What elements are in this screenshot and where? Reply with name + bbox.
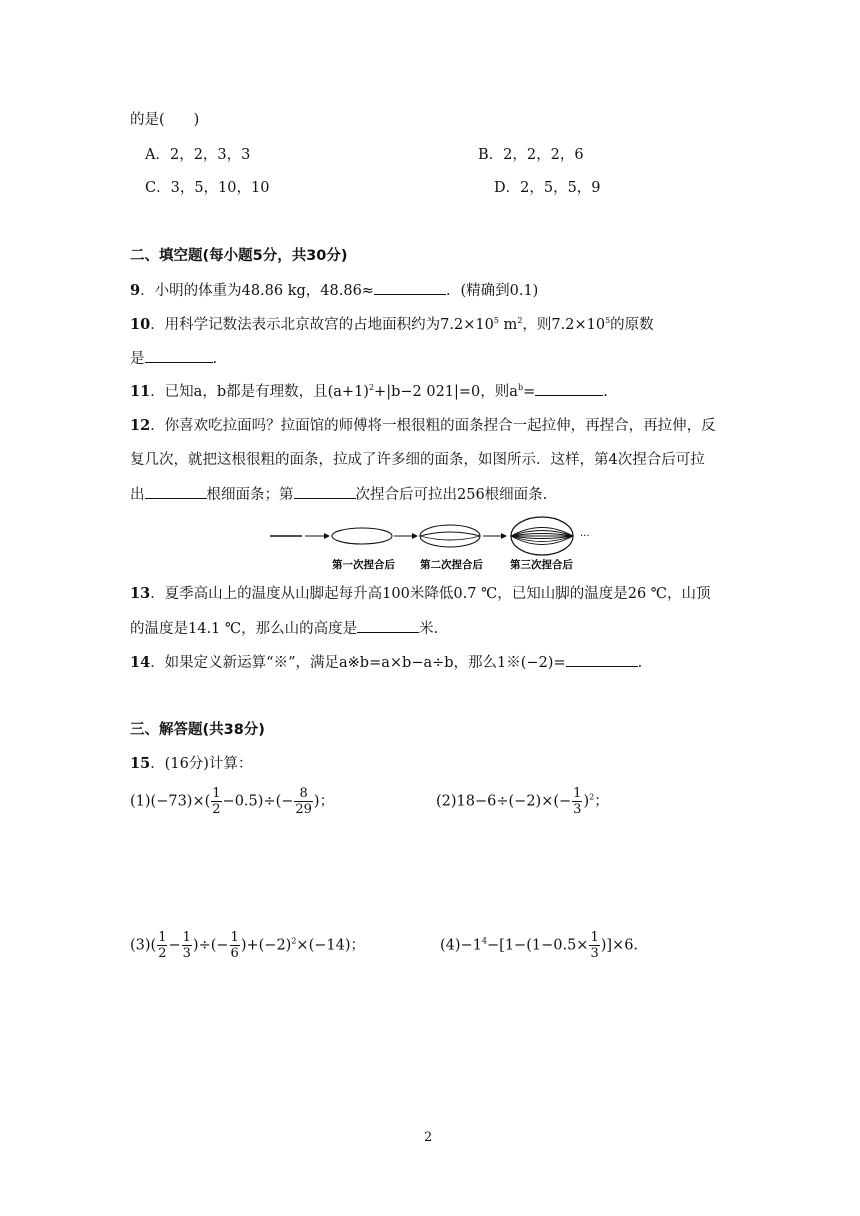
fraction — [589, 930, 599, 961]
q15-part4 — [440, 930, 638, 961]
question-text: m — [498, 317, 518, 333]
question-15-intro — [130, 754, 252, 774]
q15-part3 — [130, 930, 365, 961]
math-text: ； — [594, 793, 609, 810]
question-text: ．已知a，b都是有理数，且(a+1) — [150, 384, 369, 400]
math-text: (4)−1 — [440, 937, 482, 954]
fraction — [572, 786, 582, 817]
question-number: 12 — [130, 417, 151, 434]
numerator: 1 — [230, 930, 239, 945]
figure-label-first: 第一次捏合后 — [332, 559, 395, 571]
superscript: b — [517, 383, 524, 392]
superscript: 5 — [493, 316, 499, 325]
math-text: − — [168, 937, 181, 954]
question-text: 的温度是14.1 ℃，那么山的高度是 — [130, 621, 358, 637]
numerator: 8 — [294, 786, 313, 802]
math-text: (1)(−73)×( — [130, 793, 211, 810]
q8-option-a: A．2，2，3，3 — [145, 147, 251, 163]
fraction — [294, 786, 313, 817]
figure-label-third: 第三次捏合后 — [510, 559, 573, 571]
question-number: 15 — [130, 755, 151, 772]
arrow-head-icon — [412, 533, 418, 539]
fraction — [230, 930, 240, 961]
denominator: 3 — [182, 946, 191, 961]
question-13-line2 — [130, 618, 438, 639]
question-12-line2: 复几次，就把这根很粗的面条，拉成了许多细的面条，如图所示．这样，第4次捏合后可拉 — [130, 452, 705, 468]
noodle-folding-figure — [268, 510, 628, 572]
page-number: 2 — [424, 1130, 433, 1145]
q15-part2 — [436, 786, 609, 817]
fraction — [182, 930, 192, 961]
section2-heading: 二、填空题(每小题5分，共30分) — [130, 248, 348, 264]
answer-blank — [566, 652, 638, 667]
figure-ellipsis: ··· — [580, 531, 590, 542]
numerator: 1 — [182, 930, 191, 945]
question-text: ．用科学记数法表示北京故宫的占地面积约为7.2×10 — [150, 317, 494, 333]
denominator: 3 — [573, 802, 582, 817]
answer-blank — [374, 280, 446, 295]
answer-blank — [357, 618, 419, 633]
answer-blank — [294, 484, 356, 499]
superscript: 5 — [605, 316, 611, 325]
math-text: −0.5)÷(− — [222, 793, 294, 810]
denominator: 2 — [158, 946, 167, 961]
question-text: ．小明的体重为48.86 kg，48.86≈ — [140, 283, 374, 299]
q8-option-c: C．3，5，10，10 — [145, 180, 270, 196]
arrow-head-icon — [324, 533, 330, 539]
question-12-line1 — [130, 416, 716, 436]
denominator: 6 — [230, 946, 239, 961]
answer-blank — [145, 348, 213, 363]
question-text: ．如果定义新运算“※”，满足a※b=a×b−a÷b，那么1※(−2)= — [150, 655, 566, 671]
question-12-line3 — [130, 484, 547, 505]
third-fold-shape — [511, 517, 573, 555]
q8-option-d: D．2，5，5，9 — [494, 180, 601, 196]
numerator: 1 — [573, 786, 582, 801]
question-text: 出 — [130, 487, 145, 503]
math-text: (3)( — [130, 937, 157, 954]
question-text: 米. — [419, 621, 439, 637]
answer-blank — [145, 484, 207, 499]
question-text: ．(16分)计算： — [150, 756, 253, 772]
second-fold-shape — [420, 525, 480, 547]
question-10-line1 — [130, 315, 654, 335]
superscript: 2 — [368, 383, 375, 392]
q8-option-b: B．2，2，2，6 — [478, 147, 584, 163]
question-number: 13 — [130, 585, 151, 602]
question-number: 11 — [130, 383, 151, 400]
question-text: ．夏季高山上的温度从山脚起每升高100米降低0.7 ℃，已知山脚的温度是26 ℃，山顶 — [150, 586, 711, 602]
denominator: 3 — [590, 946, 599, 961]
question-text: . — [603, 384, 608, 400]
q15-part1 — [130, 786, 334, 817]
math-text: −[1−(1−0.5× — [487, 937, 589, 954]
numerator: 1 — [590, 930, 599, 945]
question-text: ．你喜欢吃拉面吗？拉面馆的师傅将一根很粗的面条捏合一起拉伸，再捏合，再拉伸，反 — [150, 418, 716, 434]
superscript: 2 — [589, 792, 595, 802]
question-13-line1 — [130, 584, 711, 604]
math-text: )； — [313, 793, 335, 810]
fraction — [157, 930, 167, 961]
question-text: = — [523, 384, 536, 400]
denominator: 29 — [295, 802, 312, 817]
math-text: ) — [583, 793, 590, 810]
arrow-head-icon — [501, 533, 507, 539]
question-number: 14 — [130, 654, 151, 671]
question-text: 根细面条；第 — [206, 487, 294, 503]
superscript: 4 — [481, 936, 488, 946]
section3-heading: 三、解答题(共38分) — [130, 722, 265, 738]
question-9 — [130, 280, 538, 301]
question-text: ，则7.2×10 — [522, 317, 606, 333]
q8-stem-tail: 的是( ) — [130, 112, 200, 128]
question-text: 的原数 — [610, 317, 654, 333]
first-fold-shape — [332, 528, 392, 544]
question-14 — [130, 652, 642, 673]
math-text: ×(−14)； — [296, 937, 365, 954]
question-text: 次捏合后可拉出256根细面条. — [355, 487, 548, 503]
math-text: )÷(− — [192, 937, 229, 954]
question-text: . — [212, 351, 218, 367]
superscript: 2 — [517, 316, 523, 325]
numerator: 1 — [212, 786, 221, 801]
numerator: 1 — [158, 930, 167, 945]
question-text: ．(精确到0.1) — [445, 283, 539, 299]
question-text: 是 — [130, 351, 145, 367]
question-10-line2 — [130, 348, 217, 369]
figure-label-second: 第二次捏合后 — [420, 559, 483, 571]
fraction — [211, 786, 221, 817]
math-text: )]×6. — [600, 937, 639, 954]
answer-blank — [535, 381, 603, 396]
question-text: +|b−2 021|=0，则a — [374, 384, 518, 400]
superscript: 2 — [291, 936, 297, 946]
question-text: . — [637, 655, 643, 671]
question-11 — [130, 381, 608, 402]
question-number: 9 — [130, 282, 141, 299]
question-number: 10 — [130, 316, 151, 333]
math-text: )+(−2) — [240, 937, 292, 954]
denominator: 2 — [212, 802, 221, 817]
math-text: (2)18−6÷(−2)×(− — [436, 793, 572, 810]
